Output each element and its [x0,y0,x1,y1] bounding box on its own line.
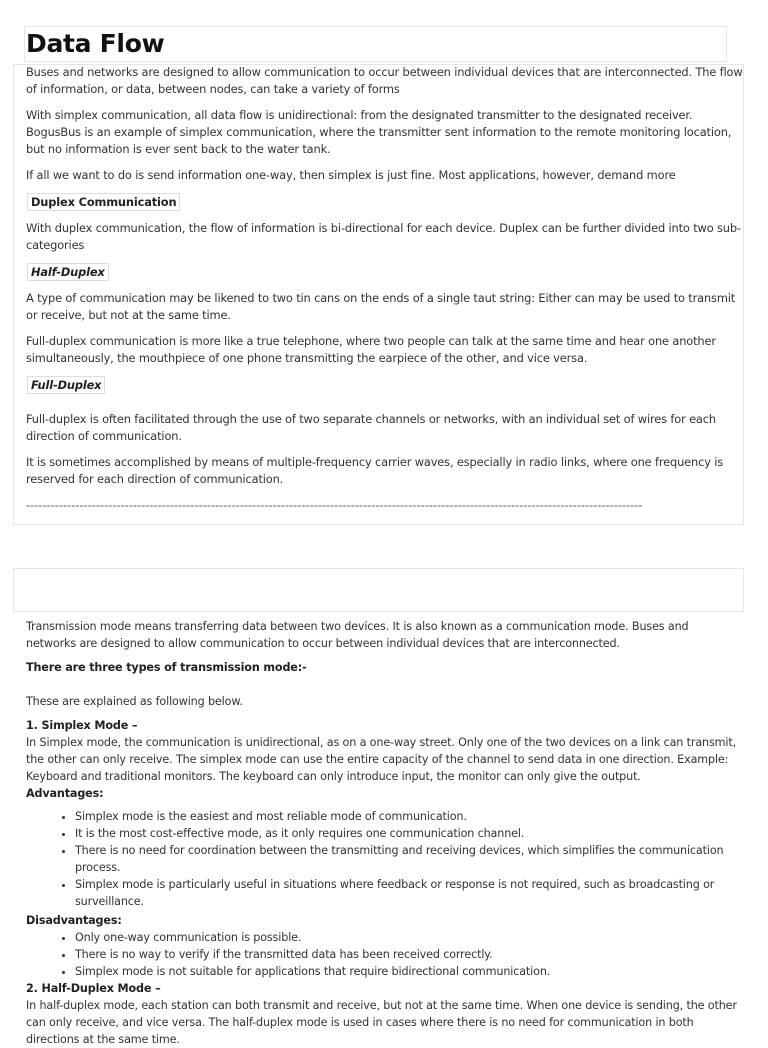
heading-duplex-communication: Duplex Communication [27,193,180,211]
list-item: • Simplex mode is particularly useful in situations where feedback or response is not required, such as broadcasting or surveillance. [75,876,738,910]
list-item: • It is the most cost-effective mode, as it only requires one communication channel. [75,825,738,842]
dashed-divider: ------------------------------------------------------------------------------------------------------------------------------------------------------ [26,498,643,512]
paragraph-separate-channels: Full-duplex is often facilitated through the use of two separate channels or networks, with an individual set of wires for each direction of communication. [26,412,716,443]
paragraph-transmission-mode: Transmission mode means transferring data between two devices. It is also known as a communication mode. Buses and networks are designed to allow communication to occur between individual devices that are interconnected. [26,620,689,650]
list-item: • Simplex mode is not suitable for applications that require bidirectional communication. [75,963,738,980]
paragraph-duplex: With duplex communication, the flow of information is bi-directional for each device. Duplex can be further divided into two sub-categories [26,221,741,252]
list-item: • There is no way to verify if the transmitted data has been received correctly. [75,946,738,963]
heading-simplex-mode: 1. Simplex Mode – [26,719,138,732]
list-item: • Simplex mode is the easiest and most reliable mode of communication. [75,808,738,825]
paragraph-intro: Buses and networks are designed to allow communication to occur between individual devices that are interconnected. The flow of information, or data, between nodes, can take a variety of forms [26,65,743,96]
heading-advantages: Advantages: [26,787,104,800]
heading-half-duplex-mode: 2. Half-Duplex Mode – [26,982,161,995]
list-item: • Only one-way communication is possible. [75,929,738,946]
paragraph-three-types: There are three types of transmission mode:- [26,661,307,674]
paragraph-simplex: With simplex communication, all data flow is unidirectional: from the designated transmitter to the designated receiver. BogusBus is an example of simplex communication, where the transmitter sent information to the remote monitoring location, but no information is ever sent back to the water tank. [26,108,732,156]
paragraph-tin-cans: A type of communication may be likened to two tin cans on the ends of a single taut string: Either can may be used to transmit or receive, but not at the same time. [26,291,736,322]
heading-half-duplex: Half-Duplex [27,263,109,281]
heading-full-duplex: Full-Duplex [27,376,105,394]
paragraph-half-duplex-mode: In half-duplex mode, each station can both transmit and receive, but not at the same time. When one device is sending, the other can only receive, and vice versa. The half-duplex mode is used in cases where there is no need for communication in both directions at the same time. [26,999,737,1046]
content-card-empty [13,568,744,612]
list-item: • There is no need for coordination between the transmitting and receiving devices, which simplifies the communication process. [75,842,738,876]
paragraph-telephone: Full-duplex communication is more like a true telephone, where two people can talk at the same time and hear one another simultaneously, the mouthpiece of one phone transmitting the earpiece of the other, and vice versa. [26,334,716,365]
transmission-mode-section [26,618,738,1048]
advantages-list [26,808,738,910]
paragraph-carrier-waves: It is sometimes accomplished by means of multiple-frequency carrier waves, especially in radio links, where one frequency is reserved for each direction of communication. [26,455,724,486]
paragraph-explained: These are explained as following below. [26,695,243,708]
disadvantages-list [26,929,738,980]
data-flow-section [26,64,744,523]
paragraph-simplex-mode: In Simplex mode, the communication is unidirectional, as on a one-way street. Only one of the two devices on a link can transmit, the other can only receive. The simplex mode can use the entire capacity of the channel to send data in one direction. Example: Keyboard and traditional monitors. The keyboard can only introduce input, the monitor can only give the output. [26,736,736,783]
heading-disadvantages: Disadvantages: [26,914,122,927]
page-title: Data Flow [26,29,165,58]
paragraph-one-way: If all we want to do is send information one-way, then simplex is just fine. Most applications, however, demand more [26,168,676,182]
